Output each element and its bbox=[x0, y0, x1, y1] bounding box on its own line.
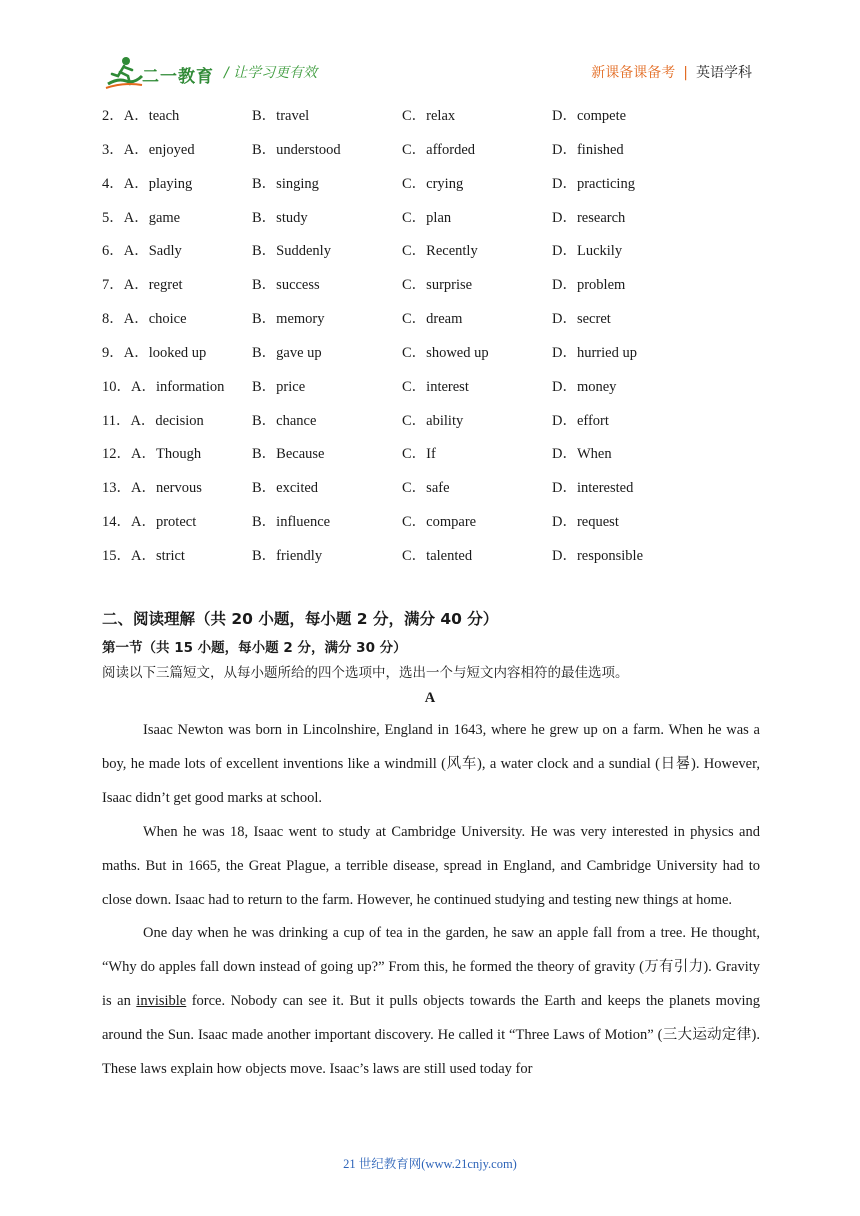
option-a: 11．A．decision bbox=[102, 412, 204, 429]
section-subtitle: 第一节（共 15 小题，每小题 2 分，满分 30 分） bbox=[102, 640, 407, 656]
question-row bbox=[102, 273, 762, 307]
logo-text: 二一教育 bbox=[142, 67, 214, 87]
option-d: D．hurried up bbox=[552, 344, 637, 361]
option-d: D．problem bbox=[552, 277, 626, 294]
option-c: C．Recently bbox=[402, 243, 478, 260]
paragraph bbox=[102, 917, 760, 1087]
option-c: C．showed up bbox=[402, 344, 489, 361]
question-row bbox=[102, 341, 762, 375]
paragraph: When he was 18, Isaac went to study at Cambridge University. He was very interested in physics and maths. But in 1665, the Great Plague, a terrible disease, spread in England, and Cambridge University had to close down. Isaac had to return to the farm. However, he continued studying and testing new things at home. bbox=[102, 823, 760, 908]
question-row bbox=[102, 476, 762, 510]
paragraph: Isaac Newton was born in Lincolnshire, England in 1643, where he grew up on a farm. When he was a boy, he made lots of excellent inventions like a windmill (风车), a water clock and a sundial (日晷). However, Isaac didn’t get good marks at school. bbox=[102, 722, 760, 806]
question-row bbox=[102, 172, 762, 206]
option-c: C．If bbox=[402, 446, 436, 463]
option-d: D．When bbox=[552, 446, 612, 463]
option-c: C．ability bbox=[402, 412, 464, 429]
option-a: 13．A．nervous bbox=[102, 480, 202, 497]
option-c: C．compare bbox=[402, 514, 477, 531]
header-course-label: 新课备课备考 bbox=[591, 65, 676, 81]
option-d: D．effort bbox=[552, 412, 609, 429]
option-d: D．finished bbox=[552, 141, 624, 158]
option-a: 4．A．playing bbox=[102, 175, 193, 192]
option-d: D．research bbox=[552, 209, 626, 226]
page-header bbox=[0, 0, 860, 100]
option-b: B．influence bbox=[252, 514, 331, 531]
option-c: C．afforded bbox=[402, 141, 476, 158]
option-d: D．responsible bbox=[552, 547, 644, 564]
header-right bbox=[591, 62, 752, 82]
question-row bbox=[102, 409, 762, 443]
question-row bbox=[102, 307, 762, 341]
section-title: 二、阅读理解（共 20 小题，每小题 2 分，满分 40 分） bbox=[102, 610, 499, 628]
option-d: D．money bbox=[552, 378, 617, 395]
question-options-table bbox=[102, 104, 762, 578]
option-c: C．plan bbox=[402, 209, 452, 226]
option-a: 3．A．enjoyed bbox=[102, 141, 195, 158]
option-d: D．compete bbox=[552, 108, 627, 124]
option-a: 7．A．regret bbox=[102, 277, 183, 294]
option-c: C．relax bbox=[402, 108, 456, 124]
question-row bbox=[102, 138, 762, 172]
option-b: B．excited bbox=[252, 480, 319, 497]
option-b: B．chance bbox=[252, 412, 317, 429]
passage-letter: A bbox=[424, 690, 436, 706]
option-b: B．success bbox=[252, 277, 320, 294]
option-b: B．Suddenly bbox=[252, 243, 331, 260]
option-d: D．secret bbox=[552, 311, 611, 328]
header-separator: | bbox=[683, 65, 688, 81]
option-c: C．safe bbox=[402, 480, 450, 497]
option-c: C．interest bbox=[402, 378, 469, 395]
option-d: D．practicing bbox=[552, 175, 635, 192]
paragraph-text: force. Nobody can see it. But it pulls objects towards the Earth and keeps the planets moving around the Sun. Isaac made another important discovery. He called it “Three Laws of Motion” (三大运动定律). These laws explain how objects move. Isaac’s laws are still used today for bbox=[102, 993, 760, 1078]
question-row bbox=[102, 206, 762, 240]
question-row bbox=[102, 544, 762, 578]
option-a: 14．A．protect bbox=[102, 514, 197, 531]
section-instruction: 阅读以下三篇短文，从每小题所给的四个选项中，选出一个与短文内容相符的最佳选项。 bbox=[102, 665, 629, 681]
option-b: B．gave up bbox=[252, 344, 322, 361]
option-a: 5．A．game bbox=[102, 209, 181, 226]
option-a: 6．A．Sadly bbox=[102, 243, 182, 260]
option-d: D．interested bbox=[552, 480, 634, 497]
page-footer: 21 世纪教育网(www.21cnjy.com) bbox=[343, 1157, 517, 1171]
option-a: 9．A．looked up bbox=[102, 344, 207, 361]
underlined-word: invisible bbox=[136, 993, 187, 1010]
question-row bbox=[102, 239, 762, 273]
option-a: 10．A．information bbox=[102, 378, 225, 395]
option-c: C．talented bbox=[402, 547, 473, 564]
option-a: 15．A．strict bbox=[102, 547, 185, 564]
logo bbox=[104, 54, 214, 90]
header-subject: 英语学科 bbox=[696, 65, 752, 81]
paragraph-text: One day when he was drinking a cup of tea in the garden, he saw an apple fall from a tree. He thought, “Why do apples fall down instead of going up?” From this, he formed the theory of gravity (万有引力). Gravity is an bbox=[102, 925, 760, 1010]
option-a: 8．A．choice bbox=[102, 311, 187, 328]
option-b: B．understood bbox=[252, 141, 341, 158]
option-b: B．Because bbox=[252, 446, 325, 463]
option-d: D．Luckily bbox=[552, 243, 623, 260]
option-a: 12．A．Though bbox=[102, 446, 202, 463]
option-b: B．singing bbox=[252, 175, 319, 192]
option-a: 2．A．teach bbox=[102, 108, 180, 124]
question-row bbox=[102, 104, 762, 138]
reading-passage bbox=[102, 714, 760, 1087]
option-d: D．request bbox=[552, 514, 619, 531]
question-row bbox=[102, 442, 762, 476]
option-b: B．memory bbox=[252, 311, 325, 328]
option-b: B．friendly bbox=[252, 547, 323, 564]
option-b: B．travel bbox=[252, 108, 310, 124]
runner-logo-icon bbox=[104, 54, 144, 90]
slogan: / 让学习更有效 bbox=[224, 65, 318, 81]
option-c: C．surprise bbox=[402, 277, 473, 294]
option-b: B．study bbox=[252, 209, 308, 226]
option-c: C．dream bbox=[402, 311, 463, 328]
question-row bbox=[102, 510, 762, 544]
option-c: C．crying bbox=[402, 175, 464, 192]
question-row bbox=[102, 375, 762, 409]
option-b: B．price bbox=[252, 378, 306, 395]
